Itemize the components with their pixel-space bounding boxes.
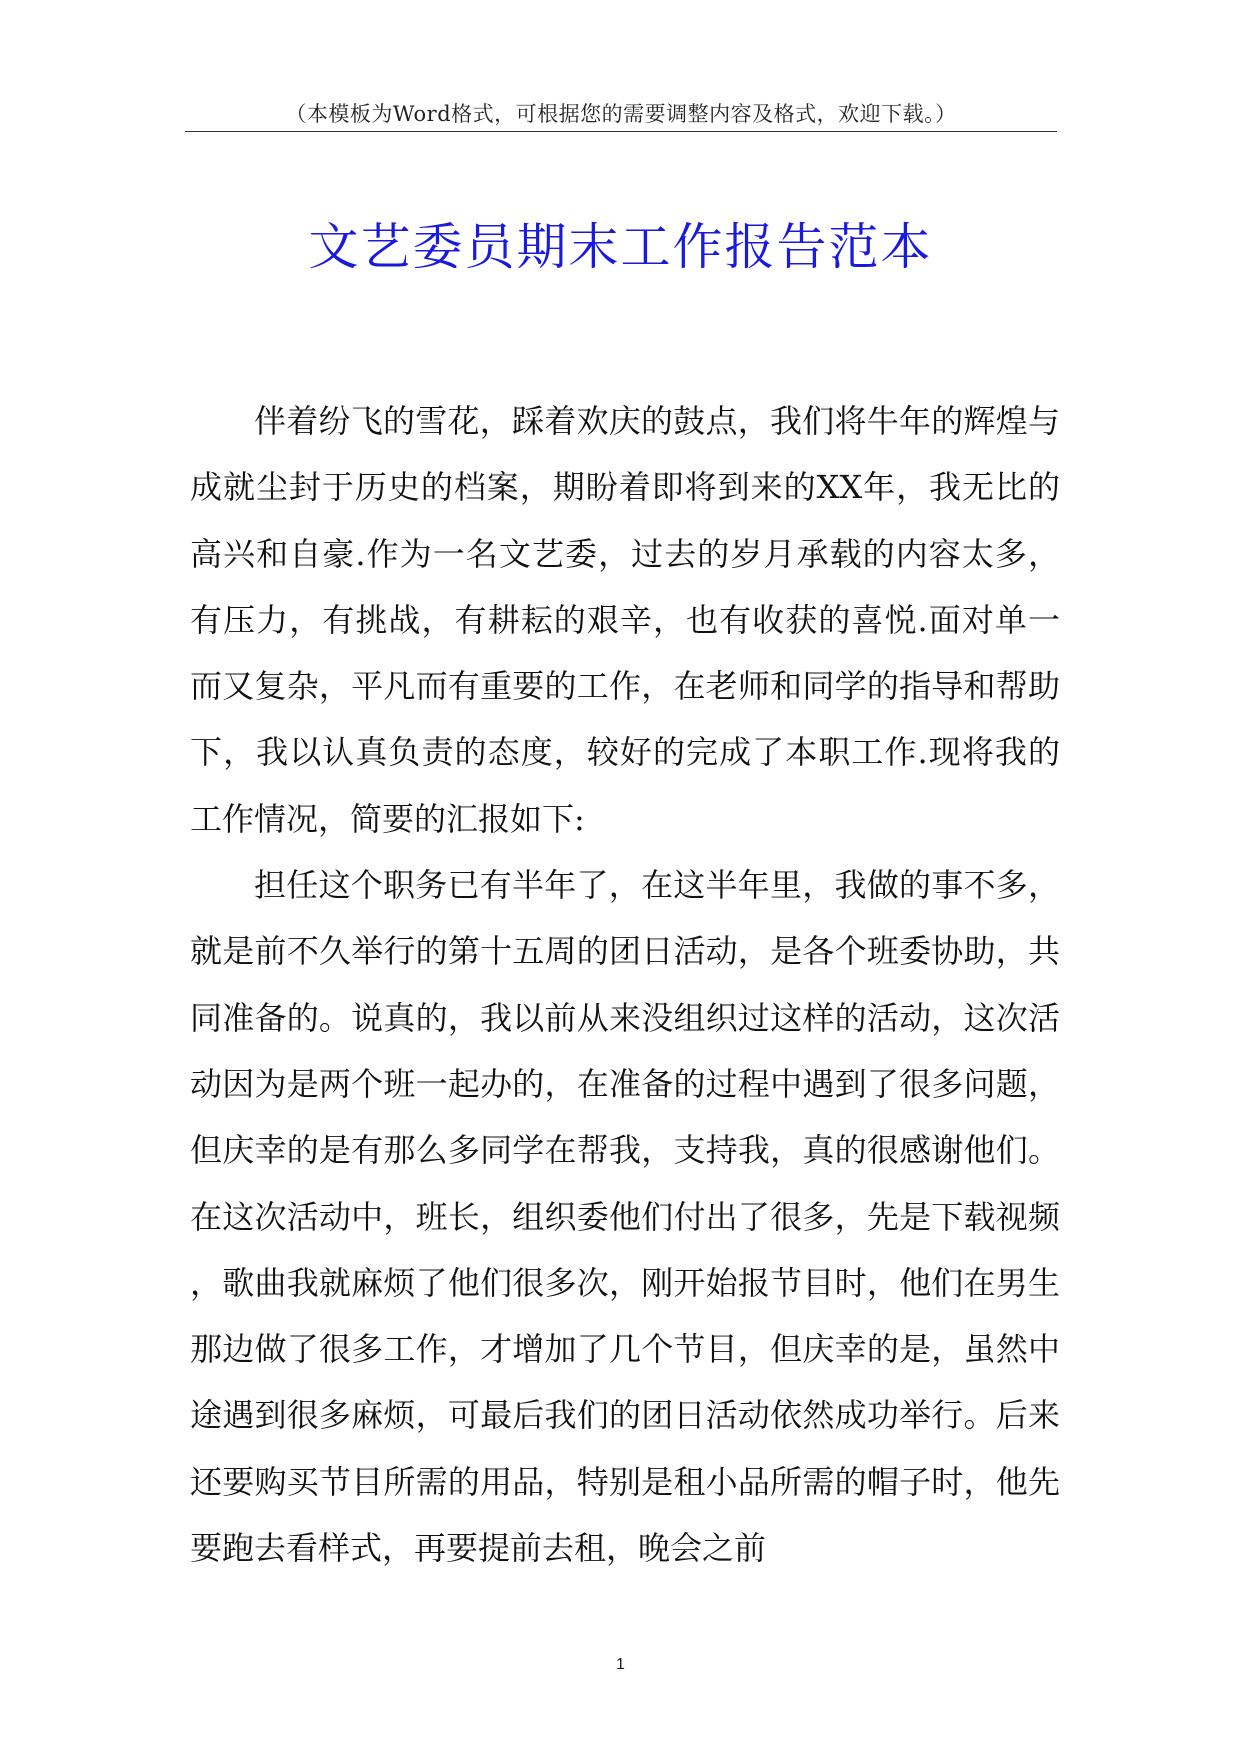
document-title: 文艺委员期末工作报告范本	[308, 218, 933, 276]
document-body	[190, 388, 1060, 1581]
body-paragraph-2: 担任这个职务已有半年了，在这半年里，我做的事不多，就是前不久举行的第十五周的团日活动，是各个班委协助，共同准备的。说真的，我以前从来没组织过这样的活动，这次活动因为是两个班一起办的，在准备的过程中遇到了很多问题，但庆幸的是有那么多同学在帮我，支持我，真的很感谢他们。在这次活动中，班长，组织委他们付出了很多，先是下载视频，歌曲我就麻烦了他们很多次，刚开始报节目时，他们在男生那边做了很多工作，才增加了几个节目，但庆幸的是，虽然中途遇到很多麻烦，可最后我们的团日活动依然成功举行。后来还要购买节目所需的用品，特别是租小品所需的帽子时，他先要跑去看样式，再要提前去租，晚会之前	[190, 866, 1060, 1568]
page-number: 1	[616, 1656, 625, 1673]
template-notice: （本模板为Word格式，可根据您的需要调整内容及格式，欢迎下载。）	[285, 102, 957, 126]
header-divider	[185, 131, 1057, 132]
body-paragraph-1: 伴着纷飞的雪花，踩着欢庆的鼓点，我们将牛年的辉煌与成就尘封于历史的档案，期盼着即将到来的XX年，我无比的高兴和自豪.作为一名文艺委，过去的岁月承载的内容太多，有压力，有挑战，有耕耘的艰辛，也有收获的喜悦.面对单一而又复杂，平凡而有重要的工作，在老师和同学的指导和帮助下，我以认真负责的态度，较好的完成了本职工作.现将我的工作情况，简要的汇报如下:	[190, 402, 1060, 838]
